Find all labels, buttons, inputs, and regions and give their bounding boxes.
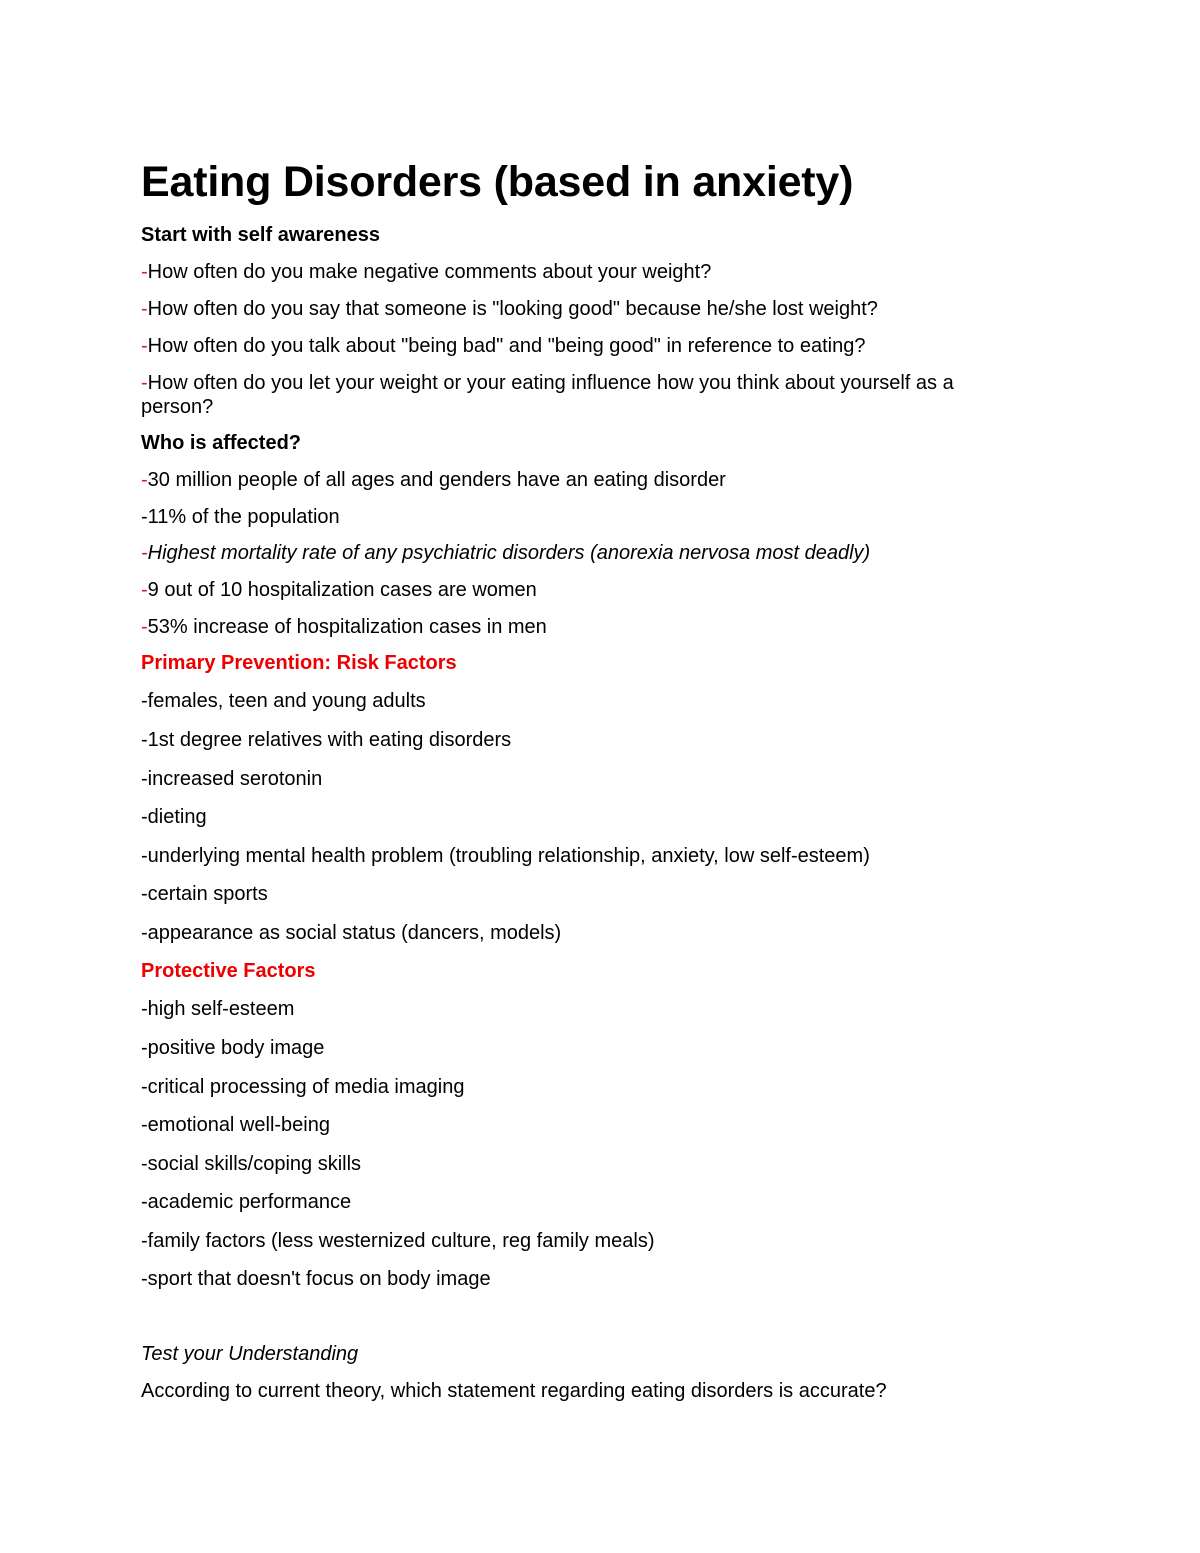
affected-item: -30 million people of all ages and genders have an eating disorder xyxy=(141,469,726,491)
document-title: Eating Disorders (based in anxiety) xyxy=(141,158,854,206)
risk-factor-item: -1st degree relatives with eating disorders xyxy=(141,729,512,751)
awareness-item: -How often do you say that someone is "looking good" because he/she lost weight? xyxy=(141,298,878,320)
protective-factor-item: -sport that doesn't focus on body image xyxy=(141,1268,491,1290)
bullet-dash: - xyxy=(141,298,148,320)
bullet-dash: - xyxy=(141,469,148,491)
awareness-item: -How often do you make negative comments about your weight? xyxy=(141,261,712,283)
bullet-dash: - xyxy=(141,261,148,283)
protective-factor-item: -high self-esteem xyxy=(141,998,295,1020)
affected-item: -53% increase of hospitalization cases in men xyxy=(141,616,547,638)
risk-factor-item: -appearance as social status (dancers, models) xyxy=(141,922,562,944)
bullet-dash: - xyxy=(141,335,148,357)
risk-factor-item: -females, teen and young adults xyxy=(141,690,426,712)
protective-factor-item: -family factors (less westernized culture, reg family meals) xyxy=(141,1230,655,1252)
bullet-dash: - xyxy=(141,372,148,394)
bullet-dash: - xyxy=(141,542,148,564)
risk-factor-item: -increased serotonin xyxy=(141,768,323,790)
protective-factor-item: -positive body image xyxy=(141,1037,325,1059)
bullet-dash: - xyxy=(141,506,148,528)
test-question: According to current theory, which statement regarding eating disorders is accurate? xyxy=(141,1380,887,1402)
awareness-item: -How often do you let your weight or your eating influence how you think about yourself as a person? xyxy=(141,372,954,418)
bullet-dash: - xyxy=(141,579,148,601)
protective-factor-item: -social skills/coping skills xyxy=(141,1153,362,1175)
protective-factor-item: -academic performance xyxy=(141,1191,352,1213)
risk-factor-item: -underlying mental health problem (troubling relationship, anxiety, low self-esteem) xyxy=(141,845,870,867)
bullet-dash: - xyxy=(141,616,148,638)
affected-item: -11% of the population xyxy=(141,506,340,528)
section-heading-protective-factors: Protective Factors xyxy=(141,960,316,982)
section-heading-awareness: Start with self awareness xyxy=(141,224,380,246)
protective-factor-item: -critical processing of media imaging xyxy=(141,1076,465,1098)
risk-factor-item: -dieting xyxy=(141,806,207,828)
section-heading-affected: Who is affected? xyxy=(141,432,302,454)
affected-item: -9 out of 10 hospitalization cases are women xyxy=(141,579,537,601)
section-heading-risk-factors: Primary Prevention: Risk Factors xyxy=(141,652,457,674)
awareness-item: -How often do you talk about "being bad" and "being good" in reference to eating? xyxy=(141,335,866,357)
test-heading: Test your Understanding xyxy=(141,1343,359,1365)
affected-item: -Highest mortality rate of any psychiatric disorders (anorexia nervosa most deadly) xyxy=(141,542,871,564)
risk-factor-item: -certain sports xyxy=(141,883,268,905)
protective-factor-item: -emotional well-being xyxy=(141,1114,330,1136)
